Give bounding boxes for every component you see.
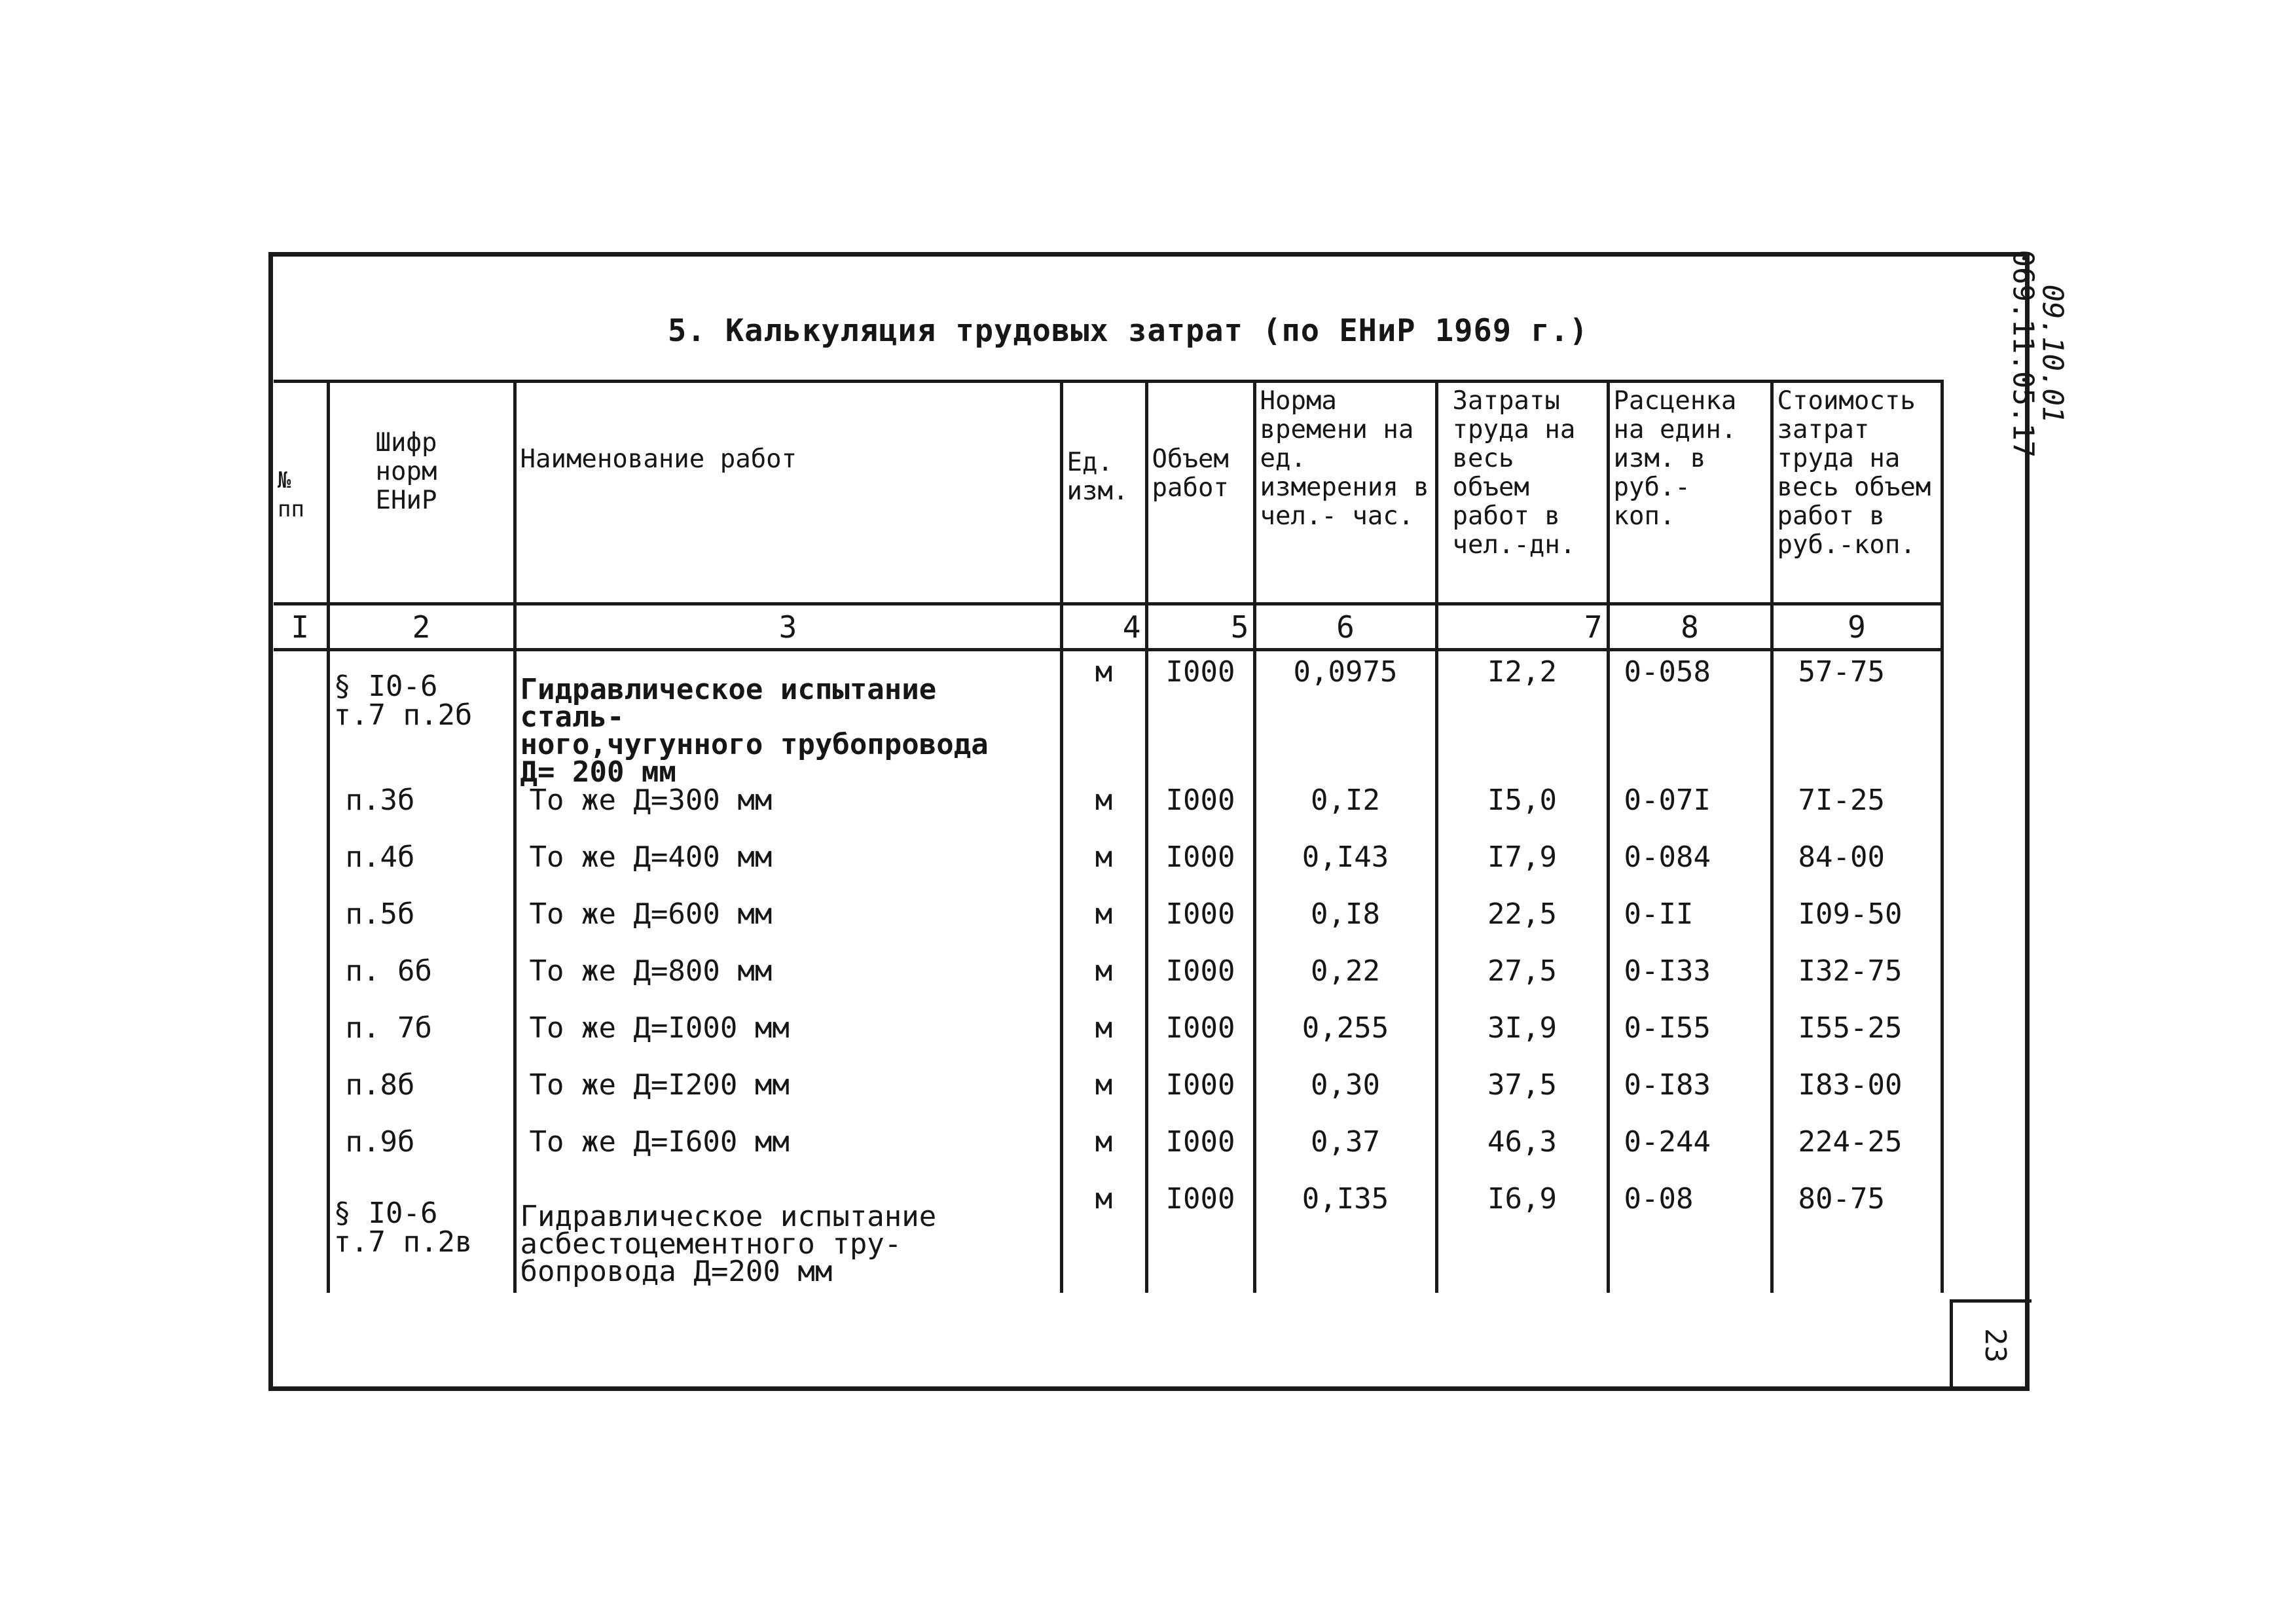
row-code: п.3б [328, 786, 515, 843]
row-name: То же Д=400 мм [515, 843, 1061, 900]
row-volume: I000 [1146, 1014, 1254, 1071]
header-cost: Стоимость затрат труда на весь объем работ в руб.-коп. [1772, 382, 1942, 604]
page-title: 5. Калькуляция трудовых затрат (по ЕНиР 1969 г.) [668, 313, 1589, 349]
row-norm: 0,I8 [1254, 900, 1436, 957]
row-cost: I83-00 [1772, 1071, 1942, 1128]
row-name: То же Д=I600 мм [515, 1128, 1061, 1185]
row-code: § I0-6 т.7 п.2в [328, 1185, 515, 1293]
table-row [274, 786, 1942, 843]
header-code: Шифр норм ЕНиР [328, 382, 515, 604]
row-unit: м [1061, 1128, 1146, 1185]
row-name: То же Д=I200 мм [515, 1071, 1061, 1128]
row-cost: 224-25 [1772, 1128, 1942, 1185]
page-number: 23 [1978, 1328, 2012, 1363]
row-norm: 0,0975 [1254, 658, 1436, 786]
row-volume: I000 [1146, 1071, 1254, 1128]
column-number: 9 [1772, 604, 1942, 650]
table-row [274, 1014, 1942, 1071]
row-name: То же Д=I000 мм [515, 1014, 1061, 1071]
row-norm: 0,255 [1254, 1014, 1436, 1071]
column-number: 7 [1436, 604, 1608, 650]
row-code: п. 6б [328, 957, 515, 1014]
row-rate: 0-058 [1608, 658, 1772, 786]
row-volume: I000 [1146, 658, 1254, 786]
row-unit: м [1061, 786, 1146, 843]
column-number: 5 [1146, 604, 1254, 650]
row-rate: 0-II [1608, 900, 1772, 957]
row-labor: I5,0 [1436, 786, 1608, 843]
row-volume: I000 [1146, 786, 1254, 843]
row-norm: 0,I43 [1254, 843, 1436, 900]
header-norm: Норма времени на ед. измерения в чел.- час. [1254, 382, 1436, 604]
row-code: п.4б [328, 843, 515, 900]
row-labor: 37,5 [1436, 1071, 1608, 1128]
row-cost: 80-75 [1772, 1185, 1942, 1293]
page-number-box [1950, 1299, 2032, 1391]
row-unit: м [1061, 900, 1146, 957]
row-labor: 27,5 [1436, 957, 1608, 1014]
row-rate: 0-08 [1608, 1185, 1772, 1293]
row-unit: м [1061, 658, 1146, 786]
row-name: То же Д=600 мм [515, 900, 1061, 957]
row-name: Гидравлическое испытание сталь- ного,чугунного трубопровода Д= 200 мм [515, 658, 1061, 786]
row-code: п.9б [328, 1128, 515, 1185]
row-code: п. 7б [328, 1014, 515, 1071]
column-number: 2 [328, 604, 515, 650]
table-row [274, 1128, 1942, 1185]
row-code: п.5б [328, 900, 515, 957]
table-row [274, 900, 1942, 957]
header-labor: Затраты труда на весь объем работ в чел.-дн. [1436, 382, 1608, 604]
row-norm: 0,I35 [1254, 1185, 1436, 1293]
row-cost: I55-25 [1772, 1014, 1942, 1071]
header-unit: Ед. изм. [1061, 382, 1146, 604]
row-name: То же Д=300 мм [515, 786, 1061, 843]
document-code [1997, 249, 2069, 481]
row-norm: 0,30 [1254, 1071, 1436, 1128]
row-cost: 7I-25 [1772, 786, 1942, 843]
document-code-primary: 069.11.05.17 [2006, 249, 2040, 458]
column-number-row [274, 604, 1942, 650]
row-labor: I6,9 [1436, 1185, 1608, 1293]
row-cost: 84-00 [1772, 843, 1942, 900]
column-number: 3 [515, 604, 1061, 650]
table-header-row [274, 382, 1942, 604]
row-norm: 0,37 [1254, 1128, 1436, 1185]
row-rate: 0-I55 [1608, 1014, 1772, 1071]
header-volume: Объем работ [1146, 382, 1254, 604]
row-name: Гидравлическое испытание асбестоцементного тру- бопровода Д=200 мм [515, 1185, 1061, 1293]
row-volume: I000 [1146, 957, 1254, 1014]
header-num: № пп [274, 382, 328, 604]
row-volume: I000 [1146, 1128, 1254, 1185]
document-code-secondary: 09.10.01 [2035, 284, 2069, 424]
column-number: 6 [1254, 604, 1436, 650]
row-labor: I2,2 [1436, 658, 1608, 786]
table-row [274, 1185, 1942, 1293]
row-cost: I32-75 [1772, 957, 1942, 1014]
row-cost: I09-50 [1772, 900, 1942, 957]
row-volume: I000 [1146, 843, 1254, 900]
row-unit: м [1061, 1014, 1146, 1071]
row-rate: 0-07I [1608, 786, 1772, 843]
row-norm: 0,I2 [1254, 786, 1436, 843]
row-name: То же Д=800 мм [515, 957, 1061, 1014]
row-volume: I000 [1146, 900, 1254, 957]
row-rate: 0-084 [1608, 843, 1772, 900]
row-labor: 3I,9 [1436, 1014, 1608, 1071]
table-row [274, 957, 1942, 1014]
table-row [274, 1071, 1942, 1128]
labor-cost-table [274, 380, 1944, 1293]
row-code: § I0-6 т.7 п.2б [328, 658, 515, 786]
row-labor: I7,9 [1436, 843, 1608, 900]
row-norm: 0,22 [1254, 957, 1436, 1014]
row-code: п.8б [328, 1071, 515, 1128]
header-name: Наименование работ [515, 382, 1061, 604]
row-unit: м [1061, 957, 1146, 1014]
row-unit: м [1061, 1071, 1146, 1128]
row-cost: 57-75 [1772, 658, 1942, 786]
table-row [274, 658, 1942, 786]
row-unit: м [1061, 843, 1146, 900]
column-number: 4 [1061, 604, 1146, 650]
row-labor: 22,5 [1436, 900, 1608, 957]
row-volume: I000 [1146, 1185, 1254, 1293]
column-number: I [274, 604, 328, 650]
row-rate: 0-244 [1608, 1128, 1772, 1185]
column-number: 8 [1608, 604, 1772, 650]
row-rate: 0-I83 [1608, 1071, 1772, 1128]
header-rate: Расценка на един. изм. в руб.- коп. [1608, 382, 1772, 604]
row-unit: м [1061, 1185, 1146, 1293]
row-labor: 46,3 [1436, 1128, 1608, 1185]
row-rate: 0-I33 [1608, 957, 1772, 1014]
table-row [274, 843, 1942, 900]
